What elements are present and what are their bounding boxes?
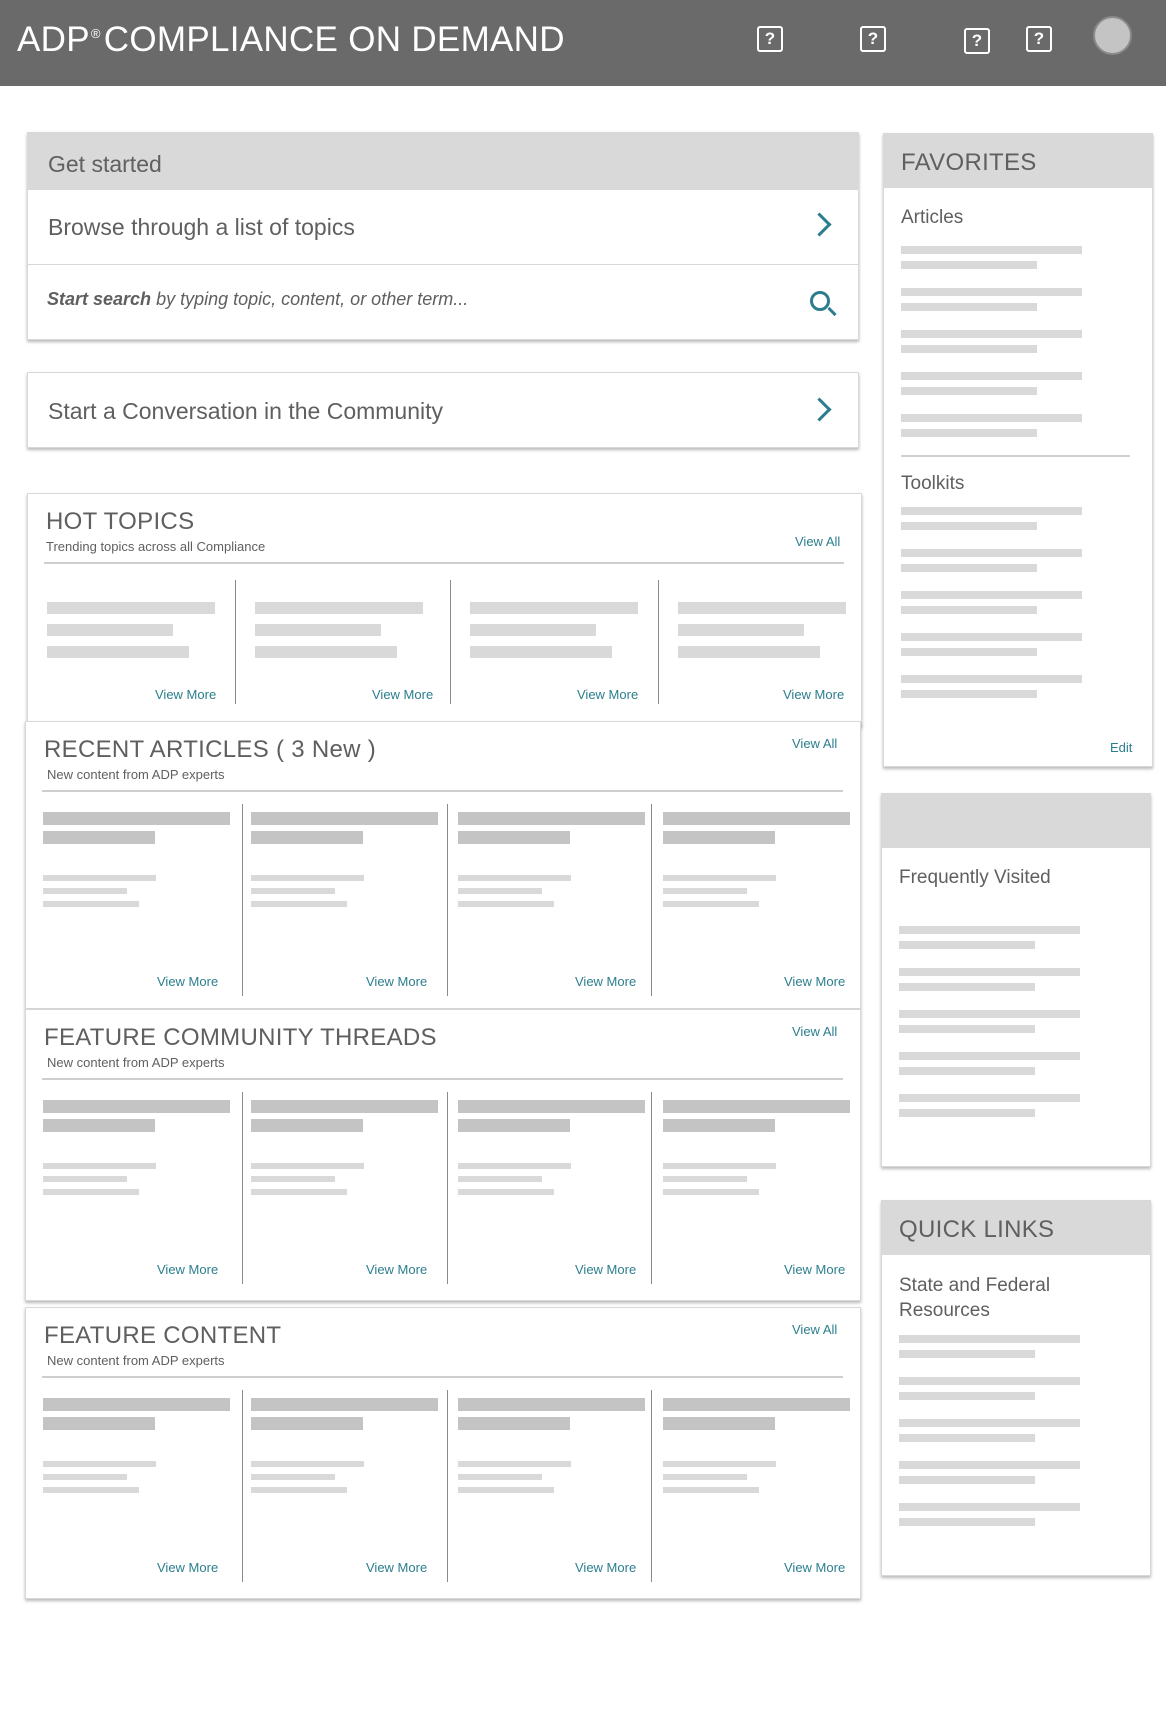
column-divider <box>651 1092 652 1284</box>
search-placeholder-strong: Start search <box>47 289 152 309</box>
help-icon[interactable]: ? <box>1026 26 1052 52</box>
quick-link[interactable] <box>899 1377 1080 1385</box>
placeholder-line <box>43 888 127 894</box>
view-more-link[interactable]: View More <box>784 974 846 989</box>
placeholder-line <box>255 602 423 614</box>
placeholder-line <box>663 1461 776 1467</box>
placeholder-line <box>251 1119 363 1132</box>
frequent-link[interactable] <box>899 968 1080 976</box>
divider <box>42 1376 843 1378</box>
hot-topics-subtitle: Trending topics across all Compliance <box>46 539 266 554</box>
placeholder-line <box>251 1461 364 1467</box>
placeholder-line <box>251 1163 364 1169</box>
hot-topics-title: HOT TOPICS <box>46 508 195 535</box>
quick-link[interactable] <box>899 1419 1080 1427</box>
placeholder-line <box>458 1176 542 1182</box>
frequent-link[interactable] <box>899 1094 1080 1102</box>
frequently-visited-panel <box>881 793 1151 1167</box>
placeholder-line <box>663 888 747 894</box>
hot-topics-card <box>27 493 862 727</box>
placeholder-line <box>43 1487 139 1493</box>
placeholder-line <box>251 1487 347 1493</box>
divider <box>44 562 844 564</box>
placeholder-line <box>458 1189 554 1195</box>
placeholder-line <box>663 1474 747 1480</box>
placeholder-line <box>43 1417 155 1430</box>
browse-topics-button[interactable] <box>28 189 858 264</box>
placeholder-line <box>458 875 571 881</box>
placeholder-line <box>901 303 1037 311</box>
quick-link[interactable] <box>899 1503 1080 1511</box>
placeholder-line <box>458 1487 554 1493</box>
recent-articles-subtitle: New content from ADP experts <box>47 767 225 782</box>
view-more-link[interactable]: View More <box>575 1560 637 1575</box>
view-more-link[interactable]: View More <box>784 1262 846 1277</box>
recent-articles-card <box>25 721 861 1009</box>
placeholder-line <box>251 888 335 894</box>
placeholder-line <box>251 831 363 844</box>
app-title <box>17 20 565 60</box>
placeholder-line <box>901 387 1037 395</box>
placeholder-line <box>899 1109 1035 1117</box>
placeholder-line <box>251 1474 335 1480</box>
quick-link[interactable] <box>899 1335 1080 1343</box>
placeholder-line <box>458 1119 570 1132</box>
placeholder-line <box>901 648 1037 656</box>
view-more-link[interactable]: View More <box>366 1560 428 1575</box>
view-more-link[interactable]: View More <box>577 687 639 702</box>
feature-threads-subtitle: New content from ADP experts <box>47 1055 225 1070</box>
registered-mark: ® <box>90 26 101 41</box>
placeholder-line <box>678 624 804 636</box>
placeholder-line <box>901 345 1037 353</box>
column-divider <box>242 1390 243 1582</box>
placeholder-line <box>663 1163 776 1169</box>
placeholder-line <box>899 941 1035 949</box>
divider <box>901 455 1130 457</box>
feature-threads-view-all-link[interactable]: View All <box>792 1024 838 1039</box>
divider <box>42 1078 843 1080</box>
favorites-title: FAVORITES <box>884 134 1152 188</box>
quick-link[interactable] <box>899 1461 1080 1469</box>
placeholder-line <box>43 1176 127 1182</box>
column-divider <box>235 580 236 704</box>
column-divider <box>651 1390 652 1582</box>
view-more-link[interactable]: View More <box>155 687 217 702</box>
placeholder-line <box>458 812 645 825</box>
placeholder-line <box>899 1392 1035 1400</box>
placeholder-line <box>458 1163 571 1169</box>
view-more-link[interactable]: View More <box>575 974 637 989</box>
placeholder-line <box>43 1461 156 1467</box>
placeholder-line <box>47 624 173 636</box>
search-input[interactable] <box>47 289 737 310</box>
recent-articles-view-all-link[interactable]: View All <box>792 736 838 751</box>
favorite-toolkit-link[interactable] <box>901 507 1082 515</box>
column-divider <box>447 1092 448 1284</box>
favorite-toolkit-link[interactable] <box>901 633 1082 641</box>
brand-product: COMPLIANCE ON DEMAND <box>103 20 565 59</box>
quick-links-label-line2: Resources <box>899 1300 990 1321</box>
feature-threads-card <box>25 1009 861 1301</box>
placeholder-line <box>47 646 189 658</box>
frequent-link[interactable] <box>899 926 1080 934</box>
recent-articles-title: RECENT ARTICLES ( 3 New ) <box>44 736 377 763</box>
placeholder-line <box>251 875 364 881</box>
placeholder-line <box>255 624 381 636</box>
help-icon[interactable]: ? <box>964 28 990 54</box>
view-more-link[interactable]: View More <box>157 974 219 989</box>
placeholder-line <box>663 1398 850 1411</box>
favorites-panel <box>883 133 1153 767</box>
view-more-link[interactable]: View More <box>575 1262 637 1277</box>
placeholder-line <box>663 1100 850 1113</box>
column-divider <box>447 1390 448 1582</box>
placeholder-line <box>901 690 1037 698</box>
placeholder-line <box>901 522 1037 530</box>
articles-label: Articles <box>901 207 964 228</box>
placeholder-line <box>458 1461 571 1467</box>
placeholder-line <box>678 602 846 614</box>
favorite-toolkit-link[interactable] <box>901 675 1082 683</box>
edit-favorites-link[interactable]: Edit <box>1110 740 1133 755</box>
placeholder-line <box>43 1163 156 1169</box>
help-icon[interactable]: ? <box>757 26 783 52</box>
placeholder-line <box>663 1119 775 1132</box>
divider <box>42 790 843 792</box>
favorite-article-link[interactable] <box>901 330 1082 338</box>
placeholder-line <box>251 1100 438 1113</box>
search-row <box>28 264 858 340</box>
placeholder-line <box>251 812 438 825</box>
placeholder-line <box>251 901 347 907</box>
placeholder-line <box>43 1189 139 1195</box>
placeholder-line <box>458 901 554 907</box>
placeholder-line <box>458 1474 542 1480</box>
placeholder-line <box>663 812 850 825</box>
placeholder-line <box>43 1398 230 1411</box>
placeholder-line <box>901 606 1037 614</box>
frequent-link[interactable] <box>899 1052 1080 1060</box>
search-placeholder-rest: by typing topic, content, or other term... <box>151 289 469 309</box>
get-started-card <box>27 132 859 340</box>
placeholder-line <box>899 1350 1035 1358</box>
placeholder-line <box>663 831 775 844</box>
favorite-article-link[interactable] <box>901 288 1082 296</box>
view-more-link[interactable]: View More <box>366 974 428 989</box>
placeholder-line <box>678 646 820 658</box>
placeholder-line <box>663 1176 747 1182</box>
frequently-visited-header <box>882 794 1150 848</box>
column-divider <box>242 804 243 996</box>
feature-threads-title: FEATURE COMMUNITY THREADS <box>44 1024 437 1051</box>
placeholder-line <box>663 875 776 881</box>
placeholder-line <box>899 1476 1035 1484</box>
placeholder-line <box>899 1067 1035 1075</box>
feature-content-subtitle: New content from ADP experts <box>47 1353 225 1368</box>
favorite-article-link[interactable] <box>901 246 1082 254</box>
placeholder-line <box>251 1189 347 1195</box>
column-divider <box>242 1092 243 1284</box>
placeholder-line <box>458 888 542 894</box>
view-more-link[interactable]: View More <box>157 1560 219 1575</box>
favorite-toolkit-link[interactable] <box>901 549 1082 557</box>
placeholder-line <box>899 1434 1035 1442</box>
column-divider <box>651 804 652 996</box>
placeholder-line <box>458 1398 645 1411</box>
favorite-article-link[interactable] <box>901 414 1082 422</box>
view-more-link[interactable]: View More <box>372 687 434 702</box>
quick-links-label-line1: State and Federal <box>899 1275 1051 1296</box>
feature-content-title: FEATURE CONTENT <box>44 1322 282 1349</box>
placeholder-line <box>43 875 156 881</box>
placeholder-line <box>663 1417 775 1430</box>
quick-links-title: QUICK LINKS <box>882 1201 1150 1255</box>
placeholder-line <box>899 1518 1035 1526</box>
community-button[interactable] <box>27 372 859 448</box>
placeholder-line <box>899 1025 1035 1033</box>
placeholder-line <box>901 564 1037 572</box>
browse-topics-label: Browse through a list of topics <box>48 214 355 240</box>
placeholder-line <box>458 831 570 844</box>
placeholder-line <box>43 812 230 825</box>
help-icon[interactable]: ? <box>860 26 886 52</box>
placeholder-line <box>458 1100 645 1113</box>
placeholder-line <box>251 1417 363 1430</box>
app-header <box>0 0 1166 86</box>
placeholder-line <box>43 901 139 907</box>
column-divider <box>658 580 659 704</box>
placeholder-line <box>43 1119 155 1132</box>
placeholder-line <box>470 646 612 658</box>
placeholder-line <box>470 602 638 614</box>
view-more-link[interactable]: View More <box>784 1560 846 1575</box>
view-more-link[interactable]: View More <box>366 1262 428 1277</box>
placeholder-line <box>663 1189 759 1195</box>
search-icon[interactable] <box>810 291 836 319</box>
view-more-link[interactable]: View More <box>783 687 845 702</box>
placeholder-line <box>43 1100 230 1113</box>
community-label: Start a Conversation in the Community <box>48 398 444 424</box>
get-started-title: Get started <box>28 133 858 189</box>
toolkits-label: Toolkits <box>901 473 965 494</box>
avatar[interactable] <box>1093 16 1132 55</box>
favorite-toolkit-link[interactable] <box>901 591 1082 599</box>
placeholder-line <box>43 831 155 844</box>
placeholder-line <box>899 983 1035 991</box>
feature-content-card <box>25 1307 861 1599</box>
frequent-link[interactable] <box>899 1010 1080 1018</box>
column-divider <box>450 580 451 704</box>
placeholder-line <box>901 429 1037 437</box>
favorite-article-link[interactable] <box>901 372 1082 380</box>
placeholder-line <box>663 1487 759 1493</box>
placeholder-line <box>470 624 596 636</box>
chevron-right-icon <box>807 397 831 421</box>
quick-links-panel <box>881 1200 1151 1576</box>
brand-name: ADP <box>17 20 90 59</box>
placeholder-line <box>47 602 215 614</box>
placeholder-line <box>663 901 759 907</box>
placeholder-line <box>458 1417 570 1430</box>
feature-content-view-all-link[interactable]: View All <box>792 1322 838 1337</box>
chevron-right-icon <box>807 212 831 236</box>
placeholder-line <box>43 1474 127 1480</box>
placeholder-line <box>251 1176 335 1182</box>
frequently-visited-label: Frequently Visited <box>899 867 1051 888</box>
hot-topics-view-all-link[interactable]: View All <box>795 534 841 549</box>
placeholder-line <box>901 261 1037 269</box>
view-more-link[interactable]: View More <box>157 1262 219 1277</box>
placeholder-line <box>255 646 397 658</box>
column-divider <box>447 804 448 996</box>
placeholder-line <box>251 1398 438 1411</box>
